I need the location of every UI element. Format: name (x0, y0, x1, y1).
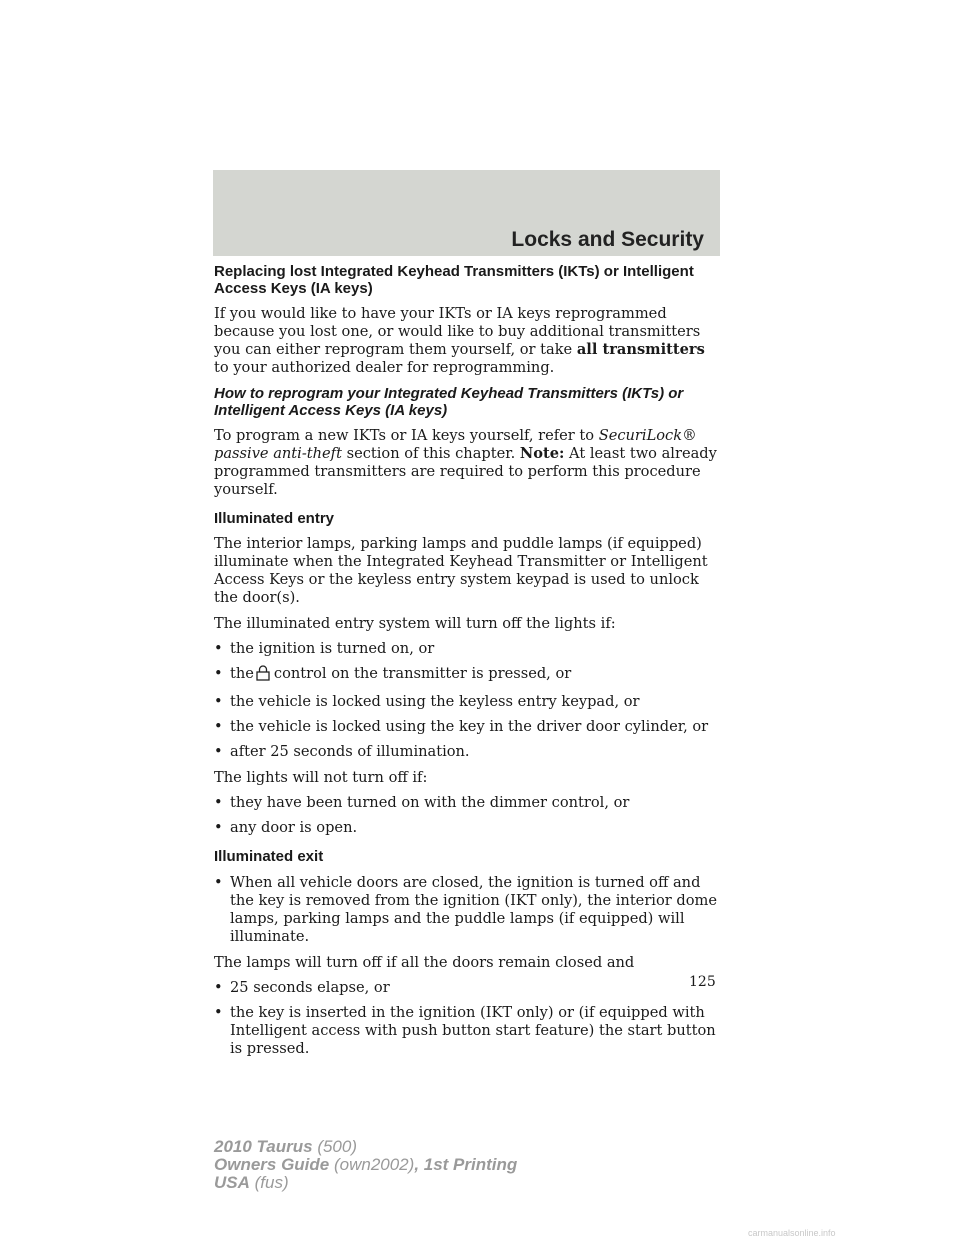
note-text: At least two already programmed transmitters are required to perform this procedure yourself. (214, 445, 717, 498)
replacing-heading: Replacing lost Integrated Keyhead Transmitters (IKTs) or Intelligent Access Keys (IA keys) (214, 263, 694, 297)
reprogram-text-2: section of this chapter. (341, 445, 520, 462)
footer-market-code: (fus) (249, 1173, 289, 1192)
bullet-text: they have been turned on with the dimmer control, or (230, 794, 630, 811)
bullet-text: the ignition is turned on, or (230, 640, 435, 657)
reprogram-heading: How to reprogram your Integrated Keyhead Transmitters (IKTs) or Intelligent Access Keys (IA keys) (214, 385, 684, 419)
bullet-dot: • (214, 874, 223, 891)
reprogram-italic: SecuriLock® passive anti-theft (214, 427, 697, 462)
illuminated-entry-paragraph: The interior lamps, parking lamps and puddle lamps (if equipped) illuminate when the Integrated Keyhead Transmitter or Intelligent Access Keys or the keyless entry system keypad is used to unlock the door(s). (214, 535, 708, 606)
list-item (214, 1004, 724, 1058)
footer-model-code: (500) (312, 1137, 358, 1156)
bullet-text: the (230, 665, 254, 682)
footer-guide-code: (own2002) (329, 1155, 415, 1174)
reprogram-paragraph (214, 427, 724, 499)
illuminated-exit-heading: Illuminated exit (214, 848, 324, 865)
bullet-text: the vehicle is locked using the key in the driver door cylinder, or (230, 718, 709, 735)
bullet-dot: • (214, 743, 223, 760)
page-number: 125 (689, 974, 716, 990)
list-item (214, 979, 724, 997)
replacing-bold: all transmitters (576, 341, 705, 358)
print-footer (214, 1138, 517, 1192)
replacing-text-2: to your authorized dealer for reprogramming. (214, 359, 555, 376)
bullet-text: When all vehicle doors are closed, the ignition is turned off and the key is removed from the ignition (IKT only), the interior dome lamps, parking lamps and the puddle lamps (if equipped) will illuminate. (230, 874, 717, 945)
watermark: carmanualsonline.info (748, 1228, 836, 1238)
exit-intro: The lamps will turn off if all the doors remain closed and (214, 954, 635, 971)
note-label: Note: (519, 445, 565, 462)
footer-line-2 (214, 1156, 517, 1174)
list-item (214, 718, 724, 736)
bullet-text: control on the transmitter is pressed, or (273, 665, 572, 682)
footer-line-3 (214, 1174, 517, 1192)
reprogram-text-1: To program a new IKTs or IA keys yourself, refer to (214, 427, 599, 444)
bullet-dot: • (214, 1004, 223, 1021)
list-item (214, 665, 724, 686)
header-band (213, 170, 720, 256)
list-item (214, 743, 724, 761)
lock-icon (256, 665, 270, 686)
replacing-paragraph (214, 305, 724, 377)
bullet-text: the vehicle is locked using the keyless entry keypad, or (230, 693, 640, 710)
list-item (214, 693, 724, 711)
section-title: Locks and Security (511, 228, 704, 251)
bullet-dot: • (214, 640, 223, 657)
bullet-text: after 25 seconds of illumination. (230, 743, 470, 760)
bullet-dot: • (214, 718, 223, 735)
footer-printing: , 1st Printing (414, 1155, 518, 1174)
illuminated-entry-heading: Illuminated entry (214, 510, 335, 527)
entry-not-off-intro: The lights will not turn off if: (214, 769, 428, 786)
footer-market: USA (214, 1173, 250, 1192)
bullet-dot: • (214, 819, 223, 836)
page-content (214, 263, 724, 1058)
bullet-text: any door is open. (230, 819, 358, 836)
replacing-text-1: If you would like to have your IKTs or IA keys reprogrammed because you lost one, or would like to buy additional transmitters you can either reprogram them yourself, or take (214, 305, 701, 358)
bullet-text: 25 seconds elapse, or (230, 979, 390, 996)
list-item (214, 874, 724, 946)
bullet-dot: • (214, 979, 223, 996)
entry-off-intro: The illuminated entry system will turn off the lights if: (214, 615, 616, 632)
bullet-text: the key is inserted in the ignition (IKT only) or (if equipped with Intelligent access with push button start feature) the start button is pressed. (230, 1004, 716, 1057)
bullet-dot: • (214, 693, 223, 710)
footer-line-1 (214, 1138, 517, 1156)
list-item (214, 640, 724, 658)
footer-guide: Owners Guide (214, 1155, 330, 1174)
bullet-dot: • (214, 665, 223, 682)
list-item (214, 794, 724, 812)
bullet-dot: • (214, 794, 223, 811)
list-item (214, 819, 724, 837)
footer-model: 2010 Taurus (214, 1137, 313, 1156)
